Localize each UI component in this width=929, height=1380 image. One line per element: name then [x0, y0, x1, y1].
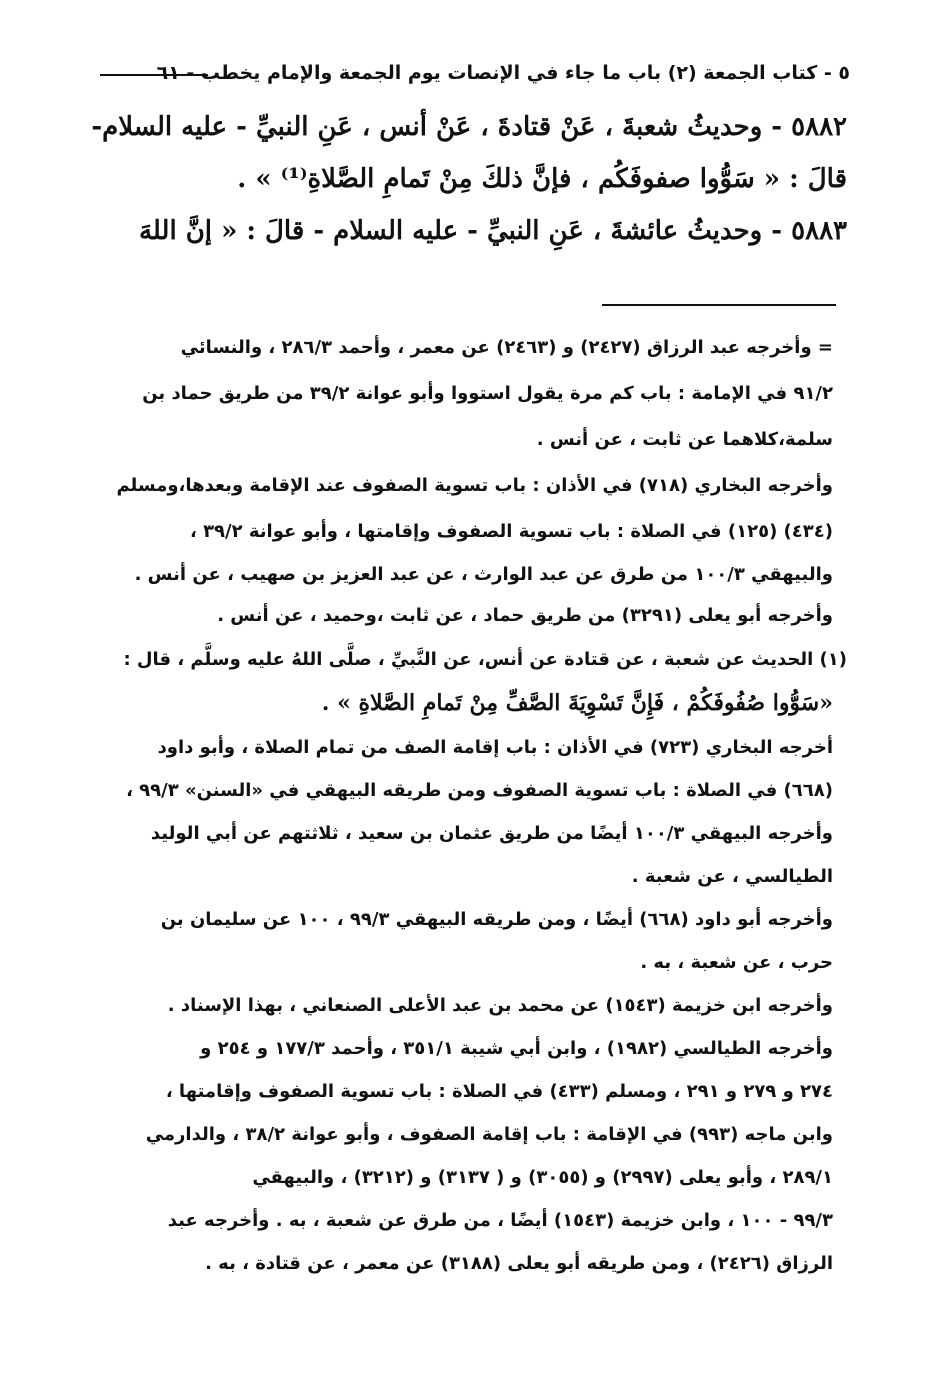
footnote-line: ٩١/٢ في الإمامة : باب كم مرة يقول استووا وأبو عوانة ٣٩/٢ من طريق حماد بن: [142, 383, 833, 404]
footnote-line: ٢٧٤ و ٢٧٩ و ٢٩١ ، ومسلم (٤٣٣) في الصلاة : باب تسوية الصفوف وإقامتها ،: [165, 1081, 833, 1102]
footnote-line: وأخرجه أبو داود (٦٦٨) أيضًا ، ومن طريقه البيهقي ٩٩/٣ ، ١٠٠ عن سليمان بن: [160, 909, 833, 930]
footnote-line: الطيالسي ، عن شعبة .: [631, 866, 833, 887]
footnote-line: وأخرجه البيهقي ١٠٠/٣ أيضًا من طريق عثمان بن سعيد ، ثلاثتهم عن أبي الوليد: [150, 823, 833, 844]
footnote-line: ٩٩/٣ - ١٠٠ ، وابن خزيمة (١٥٤٣) أيضًا ، من طرق عن شعبة ، به . وأخرجه عبد: [167, 1210, 833, 1231]
footnote-separator: [602, 304, 836, 306]
footnote-1-line: (١) الحديث عن شعبة ، عن قتادة عن أنس، عن النَّبيِّ ، صلَّى اللهُ عليه وسلَّم ، قال :: [123, 649, 847, 670]
header-title: ٥ - كتاب الجمعة (٢) باب ما جاء في الإنصات يوم الجمعة والإمام يخطب - ٦١: [156, 62, 850, 84]
footnote-line: وأخرجه الطيالسي (١٩٨٢) ، وابن أبي شيبة ٣٥١/١ ، وأحمد ١٧٧/٣ و ٢٥٤ و: [200, 1038, 833, 1059]
footnote-1-quote: «سَوُّوا صُفُوفَكُمْ ، فَإِنَّ تَسْوِيَةَ الصَّفِّ مِنْ تَمامِ الصَّلاةِ » .: [321, 690, 833, 716]
footnote-line: حرب ، عن شعبة ، به .: [640, 952, 833, 973]
footnote-line: وأخرجه أبو يعلى (٣٢٩١) من طريق حماد ، عن ثابت ،وحميد ، عن أنس .: [217, 605, 833, 626]
hadith-5882-line-1: ٥٨٨٢ - وحديثُ شعبةَ ، عَنْ قتادةَ ، عَنْ أنس ، عَنِ النبيِّ - عليه السلام-: [91, 112, 847, 142]
footnote-line: وأخرجه البخاري (٧١٨) في الأذان : باب تسوية الصفوف عند الإقامة وبعدها،ومسلم: [116, 475, 833, 496]
footnote-line: والبيهقي ١٠٠/٣ من طرق عن عبد الوارث ، عن عبد العزيز بن صهيب ، عن أنس .: [134, 564, 833, 585]
running-header: [70, 62, 850, 90]
footnote-line: (٦٦٨) في الصلاة : باب تسوية الصفوف ومن طريقه البيهقي في «السنن» ٩٩/٣ ،: [126, 780, 833, 801]
footnote-line: سلمة،كلاهما عن ثابت ، عن أنس .: [536, 429, 833, 450]
footnote-line: وأخرجه ابن خزيمة (١٥٤٣) عن محمد بن عبد الأعلى الصنعاني ، بهذا الإسناد .: [167, 995, 833, 1016]
footnote-line: أخرجه البخاري (٧٢٣) في الأذان : باب إقامة الصف من تمام الصلاة ، وأبو داود: [157, 737, 833, 758]
footnote-line: وابن ماجه (٩٩٣) في الإقامة : باب إقامة الصفوف ، وأبو عوانة ٣٨/٢ ، والدارمي: [145, 1124, 833, 1145]
hadith-5882-line-2: قالَ : « سَوُّوا صفوفَكُم ، فإنَّ ذلكَ مِنْ تَمامِ الصَّلاةِ⁽¹⁾ » .: [237, 164, 847, 194]
footnote-line: الرزاق (٢٤٢٦) ، ومن طريقه أبو يعلى (٣١٨٨) عن معمر ، عن قتادة ، به .: [205, 1253, 833, 1274]
hadith-5883-line-1: ٥٨٨٣ - وحديثُ عائشةَ ، عَنِ النبيِّ - عليه السلام - قالَ : « إنَّ اللهَ: [138, 216, 847, 246]
header-rule: [100, 74, 208, 76]
footnote-line: = وأخرجه عبد الرزاق (٢٤٢٧) و (٢٤٦٣) عن معمر ، وأحمد ٢٨٦/٣ ، والنسائي: [180, 337, 833, 358]
footnote-line: ٢٨٩/١ ، وأبو يعلى (٢٩٩٧) و (٣٠٥٥) و ( ٣١٣٧) و (٣٢١٢) ، والبيهقي: [252, 1167, 833, 1188]
footnote-line: (٤٣٤) (١٢٥) في الصلاة : باب تسوية الصفوف وإقامتها ، وأبو عوانة ٣٩/٢ ،: [189, 521, 833, 542]
